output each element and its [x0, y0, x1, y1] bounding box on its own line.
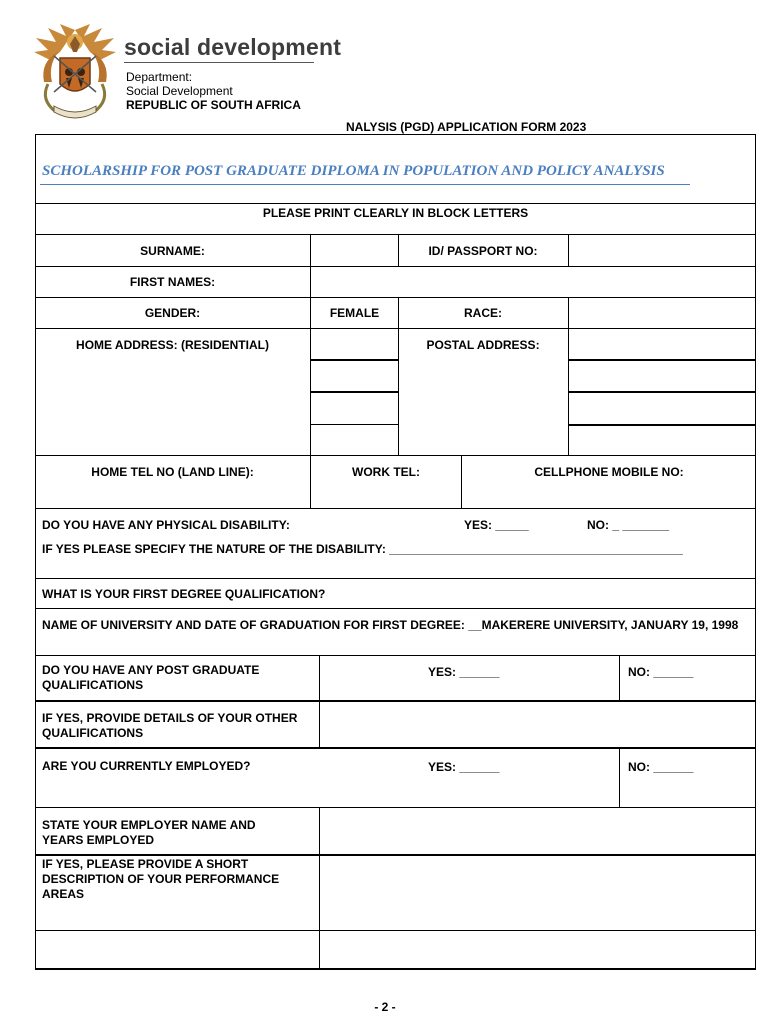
col-divider: [461, 455, 462, 509]
home-tel-label: HOME TEL NO (LAND LINE):: [91, 465, 254, 479]
cellphone-label: CELLPHONE MOBILE NO:: [534, 465, 684, 479]
dept-line-1: Department:: [126, 70, 193, 84]
first-names-label: FIRST NAMES:: [129, 275, 216, 289]
rule: [569, 424, 756, 426]
performance-label: IF YES, PLEASE PROVIDE A SHORT DESCRIPTION OF YOUR PERFORMANCE AREAS: [42, 857, 280, 901]
col-divider: [619, 749, 620, 807]
postgrad-details-label: IF YES, PROVIDE DETAILS OF YOUR OTHER QUALIFICATIONS: [42, 711, 298, 740]
work-tel-label: WORK TEL:: [352, 465, 420, 479]
id-passport-label: ID/ PASSPORT NO:: [428, 244, 538, 258]
postal-address-label: POSTAL ADDRESS:: [426, 338, 540, 352]
gender-label: GENDER:: [144, 306, 201, 320]
col-divider: [619, 655, 620, 701]
col-divider: [310, 455, 311, 509]
brand-underline: [124, 62, 314, 63]
extra-left-input[interactable]: [36, 931, 319, 968]
rule: [311, 391, 398, 393]
table-left-border: [35, 134, 36, 970]
table-right-border: [755, 134, 756, 970]
employed-no[interactable]: NO: ______: [628, 760, 694, 774]
postgrad-details-input[interactable]: [320, 702, 755, 747]
cellphone-input[interactable]: [462, 482, 755, 508]
rule: [35, 203, 756, 204]
postgrad-question: DO YOU HAVE ANY POST GRADUATE QUALIFICATIONS: [42, 663, 260, 692]
col-divider: [568, 234, 569, 266]
disability-specify[interactable]: IF YES PLEASE SPECIFY THE NATURE OF THE DISABILITY: ____________________________________________: [42, 542, 683, 556]
employed-yes[interactable]: YES: ______: [428, 760, 500, 774]
postgrad-yes[interactable]: YES: ______: [428, 665, 500, 679]
department-block: [126, 70, 301, 112]
surname-input[interactable]: [311, 235, 398, 265]
rule: [35, 608, 756, 609]
rule: [35, 578, 756, 579]
col-divider: [398, 297, 399, 456]
home-address-label: HOME ADDRESS: (RESIDENTIAL): [76, 338, 269, 352]
employer-label: STATE YOUR EMPLOYER NAME AND YEARS EMPLOYED: [42, 818, 256, 847]
postgrad-no[interactable]: NO: ______: [628, 665, 694, 679]
scholarship-title: SCHOLARSHIP FOR POST GRADUATE DIPLOMA IN POPULATION AND POLICY ANALYSIS: [42, 163, 665, 179]
extra-right-input[interactable]: [320, 931, 755, 968]
home-tel-input[interactable]: [36, 482, 310, 508]
brand-name: social development: [124, 34, 342, 60]
disability-no[interactable]: NO: _ _______: [587, 518, 670, 532]
performance-input[interactable]: [320, 856, 755, 930]
disability-question: DO YOU HAVE ANY PHYSICAL DISABILITY:: [42, 518, 290, 532]
col-divider: [398, 234, 399, 266]
page-number: - 2 -: [374, 1000, 396, 1014]
first-names-input[interactable]: [311, 267, 755, 297]
employed-question: ARE YOU CURRENTLY EMPLOYED?: [42, 759, 251, 773]
rule: [569, 359, 756, 361]
col-divider: [568, 297, 569, 456]
disability-yes[interactable]: YES: _____: [464, 518, 529, 532]
race-input[interactable]: [569, 298, 755, 328]
dept-line-3: REPUBLIC OF SOUTH AFRICA: [126, 98, 301, 112]
race-label: RACE:: [464, 306, 502, 320]
dept-line-2: Social Development: [126, 84, 233, 98]
first-degree-question: WHAT IS YOUR FIRST DEGREE QUALIFICATION?: [42, 587, 326, 601]
rule: [35, 968, 756, 970]
col-divider: [319, 807, 320, 854]
rule: [311, 359, 398, 361]
coat-of-arms-logo: [30, 22, 120, 122]
rule: [311, 424, 398, 425]
employer-input[interactable]: [320, 808, 755, 853]
scholarship-title-underline: [40, 184, 690, 185]
col-divider: [319, 702, 320, 747]
id-passport-input[interactable]: [569, 235, 755, 265]
rule: [35, 134, 756, 135]
col-divider: [310, 234, 311, 456]
rule: [35, 655, 756, 656]
surname-label: SURNAME:: [140, 244, 205, 258]
form-title: NALYSIS (PGD) APPLICATION FORM 2023: [346, 120, 587, 134]
gender-value[interactable]: FEMALE: [329, 306, 380, 320]
work-tel-input[interactable]: [311, 482, 461, 508]
rule: [35, 455, 756, 456]
rule: [35, 747, 756, 749]
block-letters-instruction: PLEASE PRINT CLEARLY IN BLOCK LETTERS: [262, 206, 529, 220]
rule: [35, 508, 756, 509]
rule: [569, 391, 756, 393]
col-divider: [319, 655, 320, 701]
university-graduation[interactable]: NAME OF UNIVERSITY AND DATE OF GRADUATION FOR FIRST DEGREE: __MAKERERE UNIVERSITY, JANUARY 19, 1998: [42, 618, 739, 632]
